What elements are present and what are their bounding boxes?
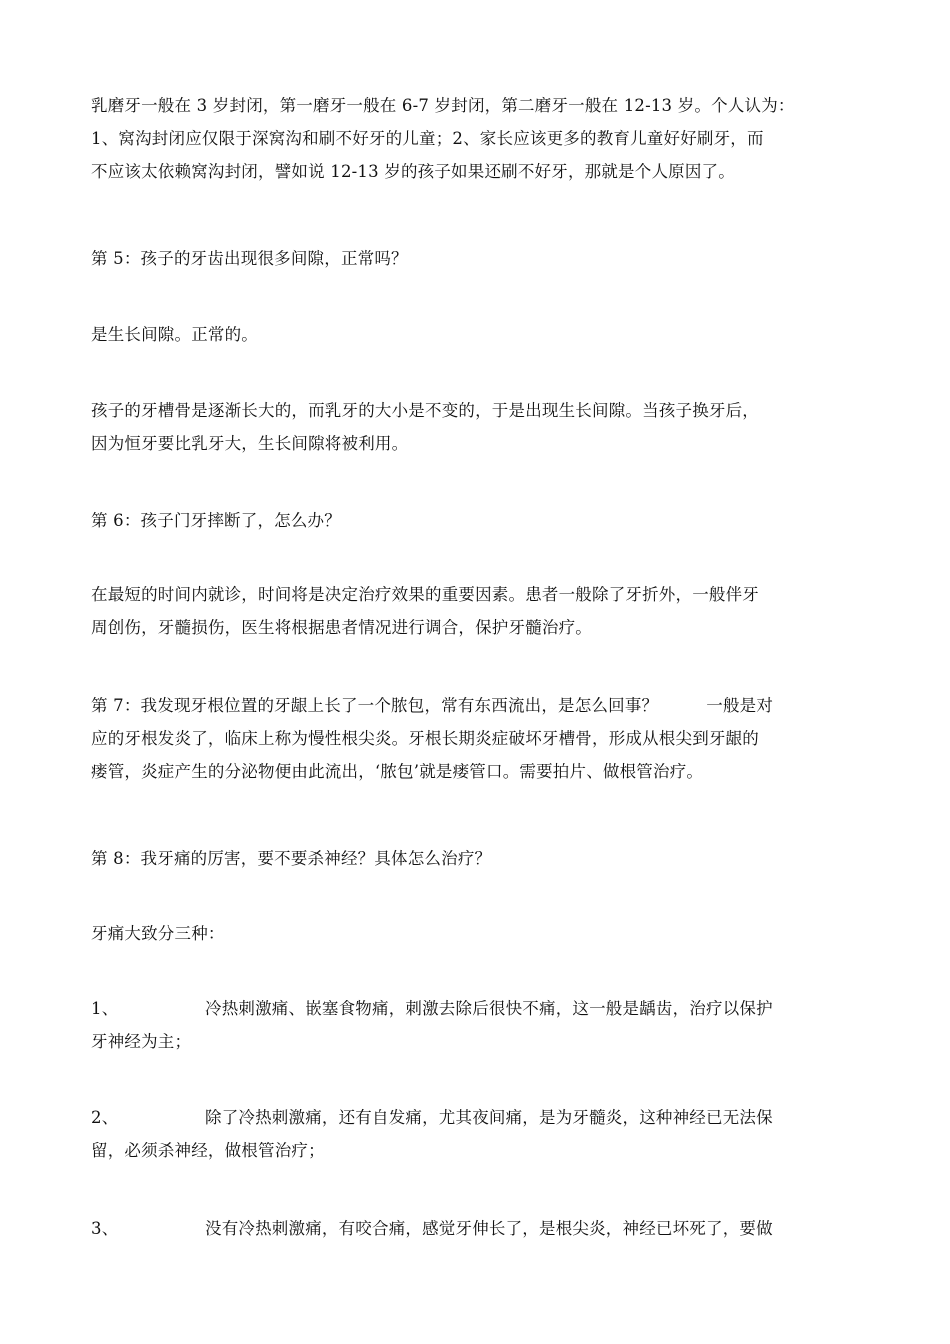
text-line: 不应该太依赖窝沟封闭，譬如说 12-13 岁的孩子如果还刷不好牙，那就是个人原因了。 xyxy=(91,162,735,181)
text-line: 因为恒牙要比乳牙大，生长间隙将被利用。 xyxy=(91,434,409,453)
list-text: 除了冷热刺激痛，还有自发痛，尤其夜间痛，是为牙髓炎，这种神经已无法保 xyxy=(205,1108,773,1127)
list-number: 3、 xyxy=(91,1219,119,1238)
text-line: 周创伤，牙髓损伤，医生将根据患者情况进行调合，保护牙髓治疗。 xyxy=(91,618,592,637)
text-line: 在最短的时间内就诊，时间将是决定治疗效果的重要因素。患者一般除了牙折外，一般伴牙 xyxy=(91,585,759,604)
question-5 xyxy=(91,242,863,275)
list-number: 2、 xyxy=(91,1108,119,1127)
list-item xyxy=(91,1212,863,1245)
text-line: 第 8：我牙痛的厉害，要不要杀神经？具体怎么治疗？ xyxy=(91,849,492,868)
paragraph-sealant xyxy=(91,89,863,188)
question-7-text: 第 7：我发现牙根位置的牙龈上长了一个脓包，常有东西流出，是怎么回事？ xyxy=(91,696,659,715)
list-item xyxy=(91,1101,863,1167)
list-text: 冷热刺激痛、嵌塞食物痛，刺激去除后很快不痛，这一般是龋齿，治疗以保护 xyxy=(205,999,773,1018)
question-7 xyxy=(91,689,863,788)
answer-6 xyxy=(91,578,863,644)
text-line: 乳磨牙一般在 3 岁封闭，第一磨牙一般在 6-7 岁封闭，第二磨牙一般在 12-13 岁。个人认为： xyxy=(91,96,795,115)
text-line: 牙痛大致分三种： xyxy=(91,924,225,943)
list-text-continued: 留，必须杀神经，做根管治疗； xyxy=(91,1141,325,1160)
text-line: 是生长间隙。正常的。 xyxy=(91,325,258,344)
text-line: 第 5：孩子的牙齿出现很多间隙，正常吗？ xyxy=(91,249,408,268)
pain-intro xyxy=(91,917,863,950)
text-line: 1、窝沟封闭应仅限于深窝沟和刷不好牙的儿童；2、家长应该更多的教育儿童好好刷牙，而 xyxy=(91,129,764,148)
list-item xyxy=(91,992,863,1058)
text-line: 应的牙根发炎了，临床上称为慢性根尖炎。牙根长期炎症破坏牙槽骨，形成从根尖到牙龈的 xyxy=(91,729,759,748)
answer-5-short xyxy=(91,318,863,351)
question-8 xyxy=(91,842,863,875)
list-text-continued: 牙神经为主； xyxy=(91,1032,192,1051)
text-line: 孩子的牙槽骨是逐渐长大的，而乳牙的大小是不变的，于是出现生长间隙。当孩子换牙后， xyxy=(91,401,759,420)
list-text: 没有冷热刺激痛，有咬合痛，感觉牙伸长了，是根尖炎，神经已坏死了，要做 xyxy=(205,1219,773,1238)
text-line: 瘘管，炎症产生的分泌物便由此流出，‘脓包’就是瘘管口。需要拍片、做根管治疗。 xyxy=(91,762,704,781)
answer-7-start: 一般是对 xyxy=(706,696,774,715)
question-6 xyxy=(91,504,863,537)
answer-5-detail xyxy=(91,394,863,460)
text-line: 第 6：孩子门牙摔断了，怎么办？ xyxy=(91,511,341,530)
list-number: 1、 xyxy=(91,999,119,1018)
